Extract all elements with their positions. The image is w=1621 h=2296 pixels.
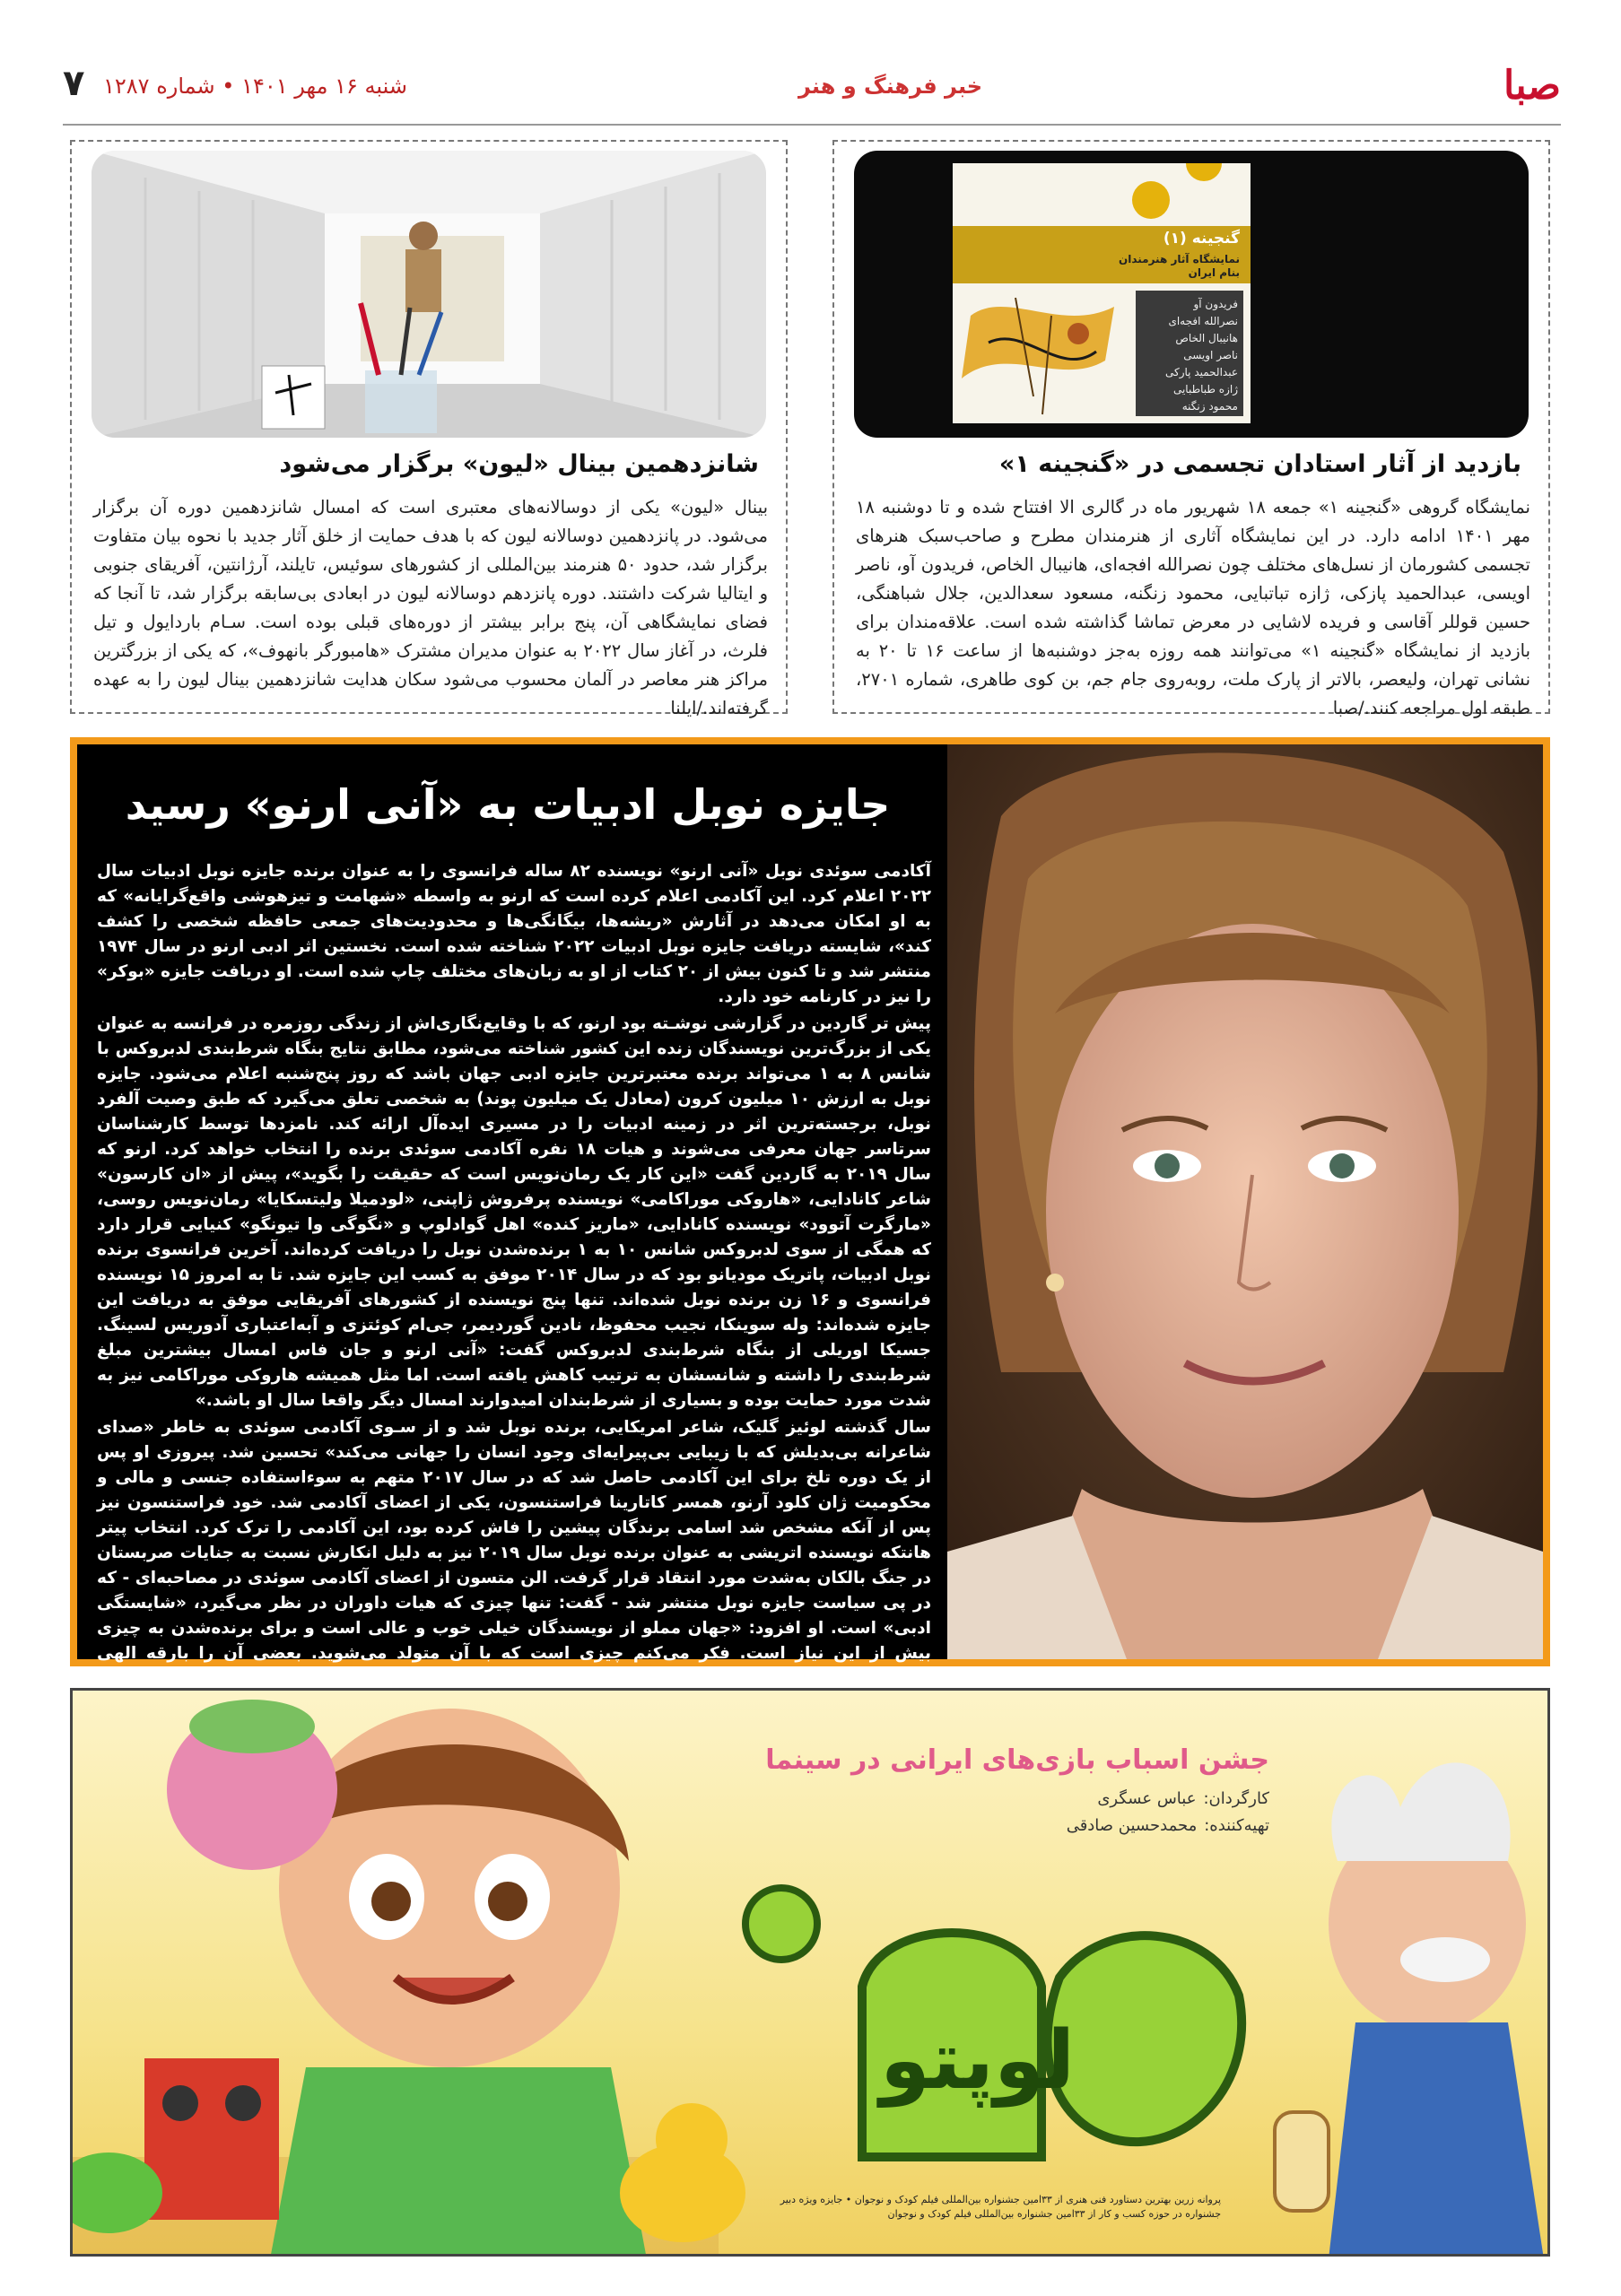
annie-ernaux-portrait: [947, 744, 1543, 1659]
ad-producer-line: [1067, 1816, 1269, 1835]
biennale-photo: [92, 151, 766, 438]
newspaper-logo: صبا: [1503, 63, 1561, 109]
feature-text-area: [77, 744, 947, 1688]
poster-abstract-painting: [953, 280, 1132, 423]
poster-title-band: [953, 226, 1251, 283]
poster-artist-panel: [1136, 291, 1243, 416]
movie-title: لوپتو: [880, 2013, 1076, 2108]
movie-advertisement: [70, 1688, 1550, 2257]
article-box-exhibition: [832, 140, 1550, 718]
feature-body: [97, 859, 931, 1693]
article-body: نمایشگاه گروهی «گنجینه ۱» جمعه ۱۸ شهریور ماه در گالری الا افتتاح شده و تا دوشنبه ۱۸ مهر ۱۴۰۱ ادامه دارد. در این نمایشگاه آثاری از هنرمندان مطرح و صاحب‌سبک هنرهای تجسمی کشورمان از نسل‌های مختلف چون نصرالله افجه‌ای، هانیبال الخاص، فریدون آو، ناصر اویسی، عبدالحمید پازکی، ژازه تباتبایی، محمود زنگنه، مسعود سعدالدین، جلال شباهنگی، حسین قوللر آقاسی و فریده لاشایی در معرض تماشا گذاشته شده است. علاقه‌مندان برای بازدید از نمایشگاه «گنجینه ۱» می‌توانند همه روزه به‌جز دوشنبه‌ها از ساعت ۱۶ تا ۲۰ به نشانی تهران، ولیعصر، بالاتر از پارک ملت، روبه‌روی جام جم، بن کوی طاهری، شماره ۲۷۰۱، طبقه اول مراجعه کنند./صبا: [856, 497, 1531, 718]
article-title: شانزدهمین بینال «لیون» برگزار می‌شود: [279, 450, 759, 478]
poster-artist: هانیبال الخاص: [1175, 332, 1238, 344]
poster-artist: عبدالحمید پارکی: [1165, 366, 1238, 378]
feature-paragraph: سال گذشته لوئیز گلیک، شاعر امریکایی، برنده نوبل شد و از سـوی آکادمی سوئدی به خاطر «صدای شاعرانه بی‌بدیلش که با زیبایی بی‌پیرایه‌ای وجود انسان را جهانی می‌کند» تحسین شد. پیروزی او پس از یک دوره تلخ برای این آکادمی حاصل شد که در سال ۲۰۱۷ متهم به سوءاستفاده جنسی و مالی و محکومیت ژان کلود آرنو، همسر کاتارینا فراستنسون، یکی از اعضای آکادمی شد. خود فراستنسون نیز پس از آنکه مشخص شد اسامی برندگان پیشین را فاش کرده بود، این آکادمی را ترک کرد. انتخاب پیتر هانتکه نویسنده اتریشی به عنوان برنده نوبل سال ۲۰۱۹ نیز به دلیل انکارش نسبت به جنایات صربستان در جنگ بالکان به‌شدت مورد انتقاد قرار گرفت. الن متسون از اعضای آکادمی سوئدی در مصاحبه‌ای - که در پی سیاست جایزه نوبل منتشر شد - گفت: تنها چیزی که هیات داوران در نظر می‌گیرد، «شایستگی ادبی» است. او افزود: «جهان مملو از نویسندگان خیلی خوب و عالی است و برای برنده‌شدن به چیزی بیش از این نیاز است. فکر می‌کنم چیزی است که با آن متولد می‌شوید. بعضی آن را بارقه الهی می‌نامند.»/ایبنا: [97, 1418, 931, 1688]
article-body: بینال «لیون» یکی از دوسالانه‌های معتبری است که امسال شانزدهمین دوره آن برگزار می‌شود. در پانزدهمین دوسالانه لیون که با هدف حمایت از خلق آثار جدید با نحوه بیان متفاوت برگزار شد، حدود ۵۰ هنرمند بین‌المللی از کشورهای سوئیس، تایلند، آرژانتین، آفریقای جنوبی و ایتالیا شرکت داشتند. دوره پانزدهم دوسالانه لیون در ابعادی بی‌سابقه برگزار شد، تا آنجا که فضای نمایشگاهی آن، پنج برابر بیشتر از دوره‌های قبلی بوده است. سـام باردایول و تیل فلرث، در آغاز سال ۲۰۲۲ به عنوان مدیران مشترک «هامبورگر بانهوف»، که یکی از بزرگترین مراکز هنر معاصر در آلمان محسوب می‌شود سکان هدایت شانزدهمین بینال لیون را به عهده گرفته‌اند./ایلنا: [93, 497, 768, 718]
feature-paragraph: پیش تر گاردین در گزارشی نوشـته بود ارنو، که با وقایع‌نگاری‌اش از زندگی روزمره در فرانسه به عنوان یکی از بزرگ‌ترین نویسندگان زنده این کشور شناخته می‌شود، مطابق نتایج بنگاه شرط‌بندی لدبروکس با شانس ۸ به ۱ می‌تواند برنده معتبرترین جایزه ادبی جهان باشد که روز پنج‌شنبه اعلام می‌شود. جایزه نوبل به ارزش ۱۰ میلیون کرون (معادل یک میلیون پوند) به شخصی تعلق می‌گیرد که طبق وصیت آلفرد نوبل، برجسته‌ترین اثر در زمینه ادبیات را در مسیری ایده‌آل ارائه کند. نامزدها توسط کارشناسان سرتاسر جهان معرفی می‌شوند و هیات ۱۸ نفره آکادمی سوئدی برنده را انتخاب خواهد کرد. ارنو که سال ۲۰۱۹ به گاردین گفت «این کار یک رمان‌نویس است که حقیقت را بگوید»، پیش از «ان کارسون» شاعر کانادایی، «هاروکی موراکامی» نویسنده پرفروش ژاپنی، «لودمیلا ولیتسکایا» رمان‌نویس روسی، «مارگرت آتوود» نویسنده کانادایی، «ماریز کنده» اهل گوادلوپ و «نگوگی وا تیونگو» کنیایی قرار دارد که همگی از سوی لدبروکس شانس ۱۰ به ۱ برنده‌شدن نوبل را دریافت کرده‌اند. آخرین فرانسوی برنده نوبل ادبیات، پاتریک مودیانو بود که در سال ۲۰۱۴ موفق به کسب این جایزه شد. تا به امروز ۱۵ نویسنده فرانسوی و ۱۶ زن برنده نوبل شده‌اند. تنها پنج نویسنده از کشورهای آفریقایی موفق به دریافت این جایزه شده‌اند: وله سوینکا، نجیب محفوظ، نادین گوردیمر، جی‌ام کوئتزی و آبه‌اعتباری آدوریس لسینگ. جسیکا اوریلی از بنگاه شرط‌بندی لدبروکس گفت: «آنی ارنو و جان فاس امسال بیشترین مبلغ شرط‌بندی را داشته و شانسشان به ترتیب کاهش یافته است. اما مثل همیشه هاروکی موراکامی نیز به شدت مورد حمایت بوده و بسیاری از شرط‌بندان امیدوارند امسال دیگر واقعا سال او باشد.»: [97, 1014, 931, 1410]
producer-label: تهیه‌کننده:: [1204, 1816, 1269, 1835]
director-label: کارگردان:: [1203, 1789, 1269, 1808]
poster-artist: محمود زنگنه: [1181, 400, 1238, 413]
producer-name: محمدحسین صادقی: [1066, 1816, 1198, 1835]
poster-artist: فریدون آو: [1193, 298, 1238, 310]
poster-artist: ژازه طباطبایی: [1172, 383, 1238, 396]
portrait-image: [947, 744, 1543, 1659]
issue-date: شنبه ۱۶ مهر ۱۴۰۱ • شماره ۱۲۸۷: [103, 74, 407, 99]
poster-artist-list: [1165, 296, 1238, 415]
ad-headline: جشن اسباب بازی‌های ایرانی در سینما: [765, 1744, 1269, 1776]
poster-half-circle: [1186, 163, 1222, 181]
poster: [953, 163, 1251, 423]
poster-artist: ناصر اویسی: [1183, 349, 1238, 361]
exhibition-poster-photo: [854, 151, 1529, 438]
page-header: [63, 63, 1561, 126]
poster-subtitle: نمایشگاه آثار هنرمندان بنام ایران: [1118, 253, 1240, 279]
feature-article-nobel: [70, 737, 1550, 1688]
director-name: عباس عسگری: [1097, 1789, 1197, 1808]
feature-headline: جایزه نوبل ادبیات به «آنی ارنو» رسید: [125, 780, 891, 829]
poster-artist: نصرالله افجه‌ای: [1168, 315, 1238, 327]
feature-paragraph: آکادمی سوئدی نوبل «آنی ارنو» نویسنده ۸۲ ساله فرانسوی را به عنوان برنده جایزه نوبل ادبیات سال ۲۰۲۲ اعلام کرد. این آکادمی اعلام کرده است که ارنو به واسطه «شهامت و تیزهوشی واقع‌گرایانه» که به او امکان می‌دهد در آثارش «ریشه‌ها، بیگانگی‌ها و محدودیت‌های جمعی حافظه شخصی را کشف کند»، شایسته دریافت جایزه نوبل ادبیات ۲۰۲۲ شناخته شده است. نخستین اثر ادبی ارنو در سال ۱۹۷۴ منتشر شد و تا کنون بیش از ۲۰ کتاب از او به زبان‌های مختلف چاپ شده است. او دریافت جایزه «بوکر» را نیز در کارنامه خود دارد.: [97, 862, 931, 1006]
ad-director-line: [1097, 1789, 1269, 1808]
ad-awards: پروانه زرین بهترین دستاورد فنی هنری از ۳۳امین جشنواره بین‌المللی فیلم کودک و نوجوان • جایزه ویژه دبیر جشنواره در حوزه کسب و کار از ۳۳امین جشنواره بین‌المللی فیلم کودک و نوجوان: [780, 2194, 1221, 2220]
article-box-biennale: [70, 140, 788, 718]
article-title: بازدید از آثار استادان تجسمی در «گنجینه ۱»: [998, 450, 1521, 478]
page-number: ۷: [63, 63, 85, 104]
gallery-perspective-image: [92, 151, 766, 438]
poster-sun-circle: [1132, 181, 1170, 219]
section-name: خبر فرهنگ و هنر: [798, 74, 983, 99]
poster-title: گنجینه (۱): [1163, 230, 1240, 248]
